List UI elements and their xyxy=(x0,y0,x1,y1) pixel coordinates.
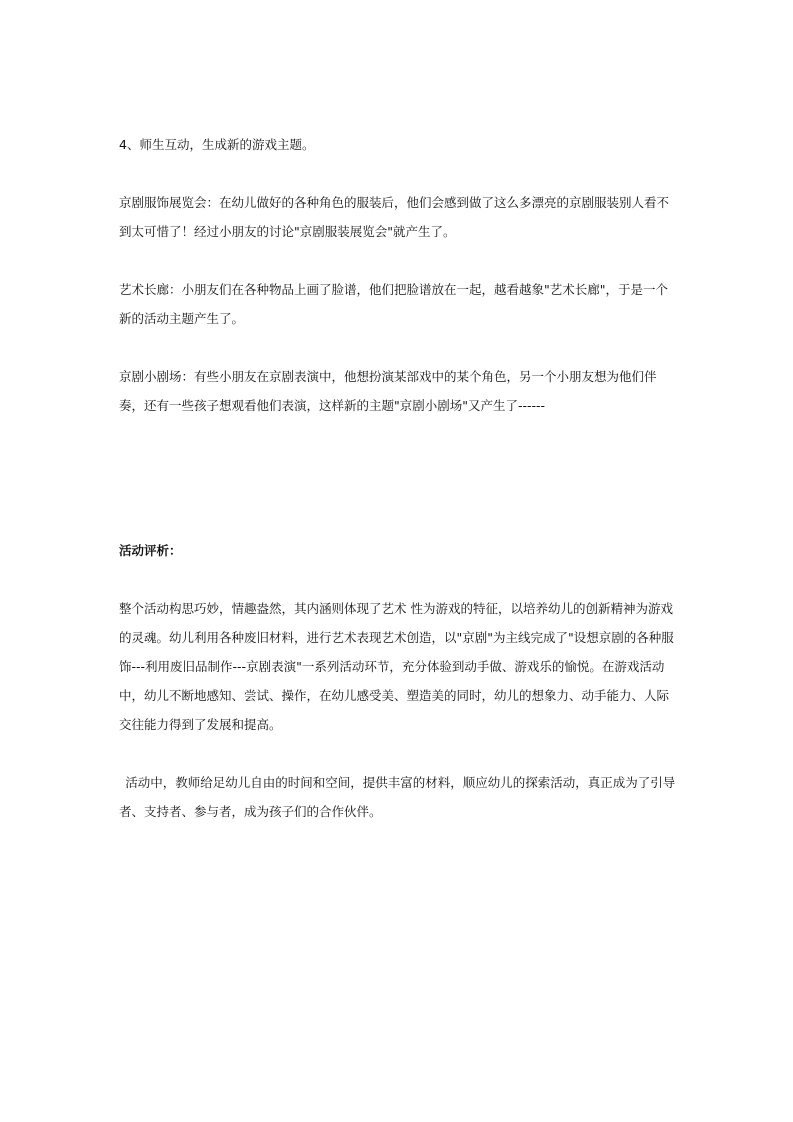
paragraph-opera-small-theater: 京剧小剧场：有些小朋友在京剧表演中，他想扮演某部戏中的某个角色，另一个小朋友想为他们伴奏，还有一些孩子想观看他们表演，这样新的主题"京剧小剧场"又产生了------ xyxy=(119,369,657,413)
paragraph-opera-costume-exhibition: 京剧服饰展览会：在幼儿做好的各种角色的服装后，他们会感到做了这么多漂亮的京剧服装别人看不到太可惜了！经过小朋友的讨论"京剧服装展览会"就产生了。 xyxy=(119,195,670,239)
paragraph-art-gallery: 艺术长廊：小朋友们在各种物品上画了脸谱，他们把脸谱放在一起，越看越象"艺术长廊"，于是一个新的活动主题产生了。 xyxy=(119,282,669,326)
document-body xyxy=(119,130,679,826)
activity-analysis-title: 活动评析： xyxy=(119,543,182,558)
analysis-paragraph-2: 活动中，教师给足幼儿自由的时间和空间，提供丰富的材料，顺应幼儿的探索活动，真正成为了引导者、支持者、参与者，成为孩子们的合作伙伴。 xyxy=(119,775,676,819)
blank-space xyxy=(119,420,679,536)
section-4-heading: 4、师生互动，生成新的游戏主题。 xyxy=(119,137,315,152)
analysis-paragraph-1: 整个活动构思巧妙，情趣盎然，其内涵则体现了艺术 性为游戏的特征，以培养幼儿的创新精神为游戏的灵魂。幼儿利用各种废旧材料，进行艺术表现艺术创造，以"京剧"为主线完成了"设想京剧的各种服饰---利用废旧品制作---京剧表演"一系列活动环节，充分体验到动手做、游戏乐的愉悦。在游戏活动中，幼儿不断地感知、尝试、操作，在幼儿感受美、塑造美的同时，幼儿的想象力、动手能力、人际交往能力得到了发展和提高。 xyxy=(119,601,674,732)
